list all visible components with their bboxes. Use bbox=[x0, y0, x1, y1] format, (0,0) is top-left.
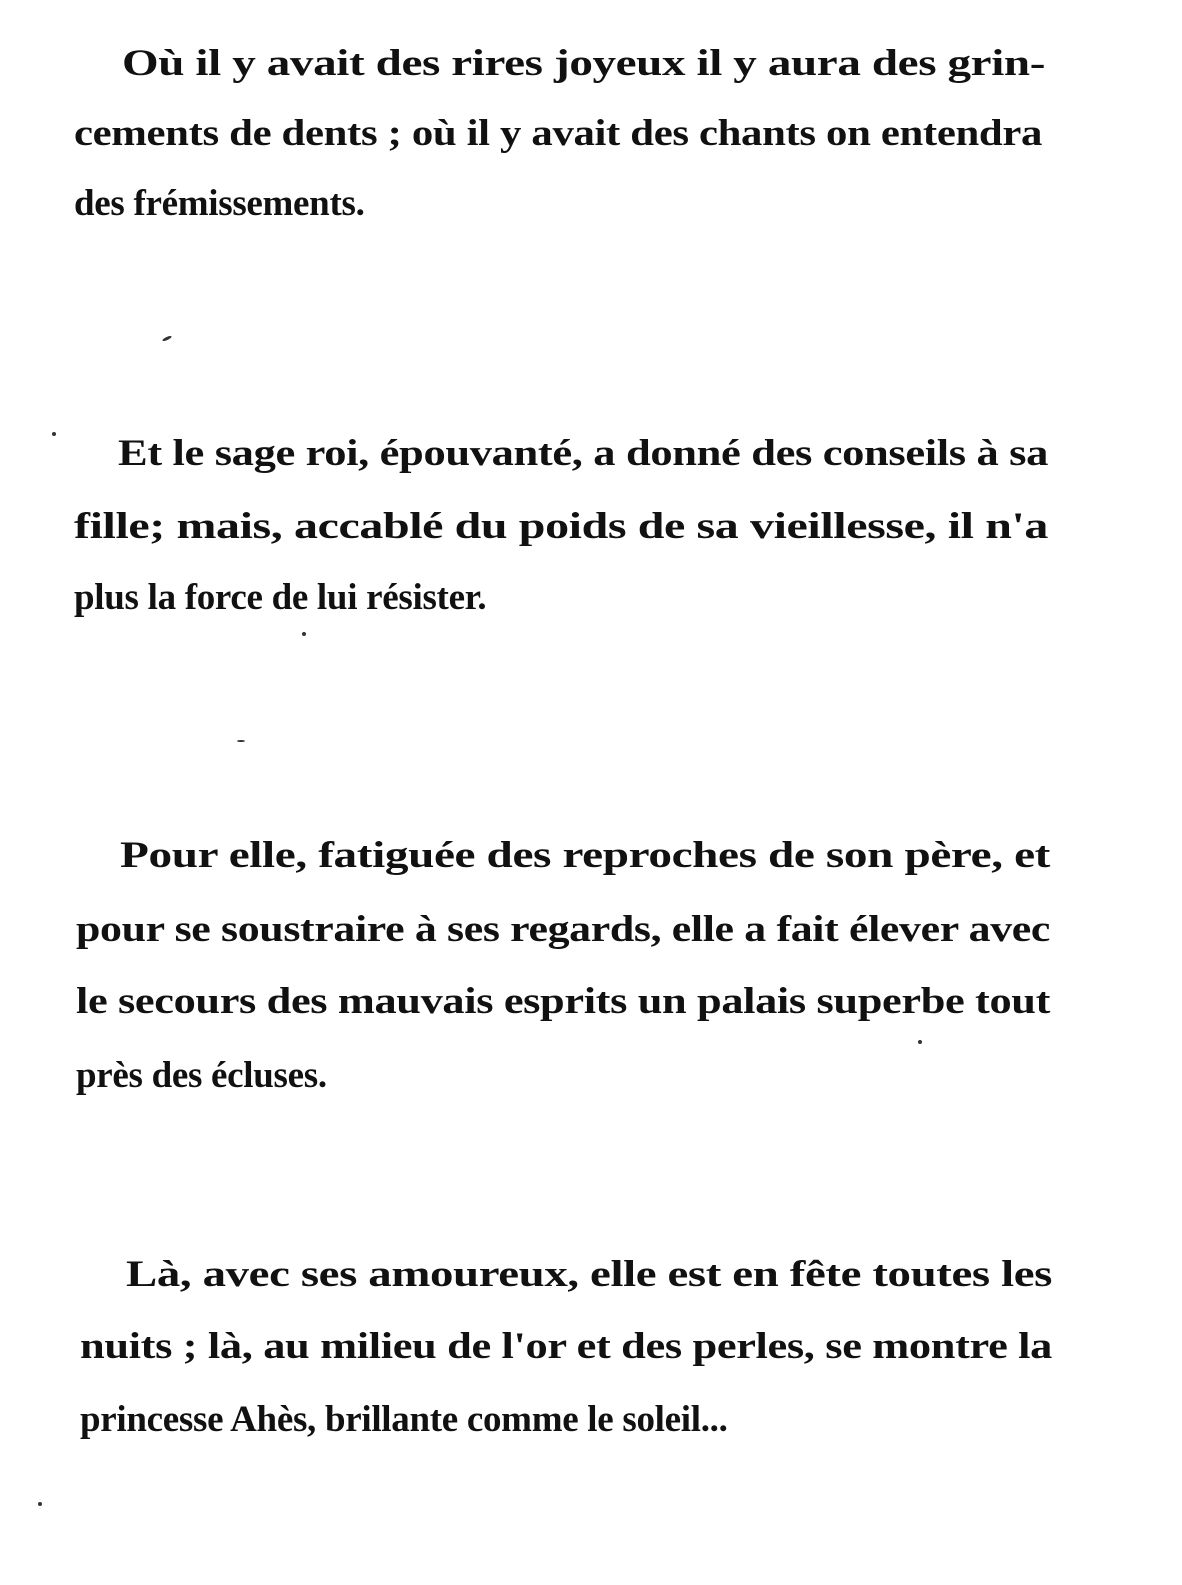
text-line: fille; mais, accablé du poids de sa vieillesse, il n'a bbox=[74, 506, 1048, 547]
scan-speck bbox=[162, 335, 172, 342]
text-line: princesse Ahès, brillante comme le soleil... bbox=[80, 1399, 728, 1440]
text-line: des frémissements. bbox=[74, 183, 365, 224]
scan-speck bbox=[52, 432, 56, 436]
text-line: Et le sage roi, épouvanté, a donné des conseils à sa bbox=[118, 433, 1048, 474]
text-line: nuits ; là, au milieu de l'or et des perles, se montre la bbox=[80, 1326, 1052, 1367]
text-line: près des écluses. bbox=[76, 1055, 327, 1096]
text-line: Où il y avait des rires joyeux il y aura des grin- bbox=[122, 43, 1045, 84]
scan-speck bbox=[302, 632, 306, 636]
text-line: plus la force de lui résister. bbox=[74, 577, 487, 618]
text-line: Là, avec ses amoureux, elle est en fête toutes les bbox=[126, 1254, 1052, 1295]
text-line: Pour elle, fatiguée des reproches de son père, et bbox=[120, 835, 1050, 876]
text-line: cements de dents ; où il y avait des chants on entendra bbox=[74, 113, 1042, 154]
text-line: le secours des mauvais esprits un palais superbe tout bbox=[76, 981, 1050, 1022]
scan-speck bbox=[38, 1502, 42, 1506]
scan-speck bbox=[237, 740, 245, 742]
scan-speck bbox=[918, 1040, 922, 1044]
text-line: pour se soustraire à ses regards, elle a fait élever avec bbox=[76, 909, 1050, 950]
